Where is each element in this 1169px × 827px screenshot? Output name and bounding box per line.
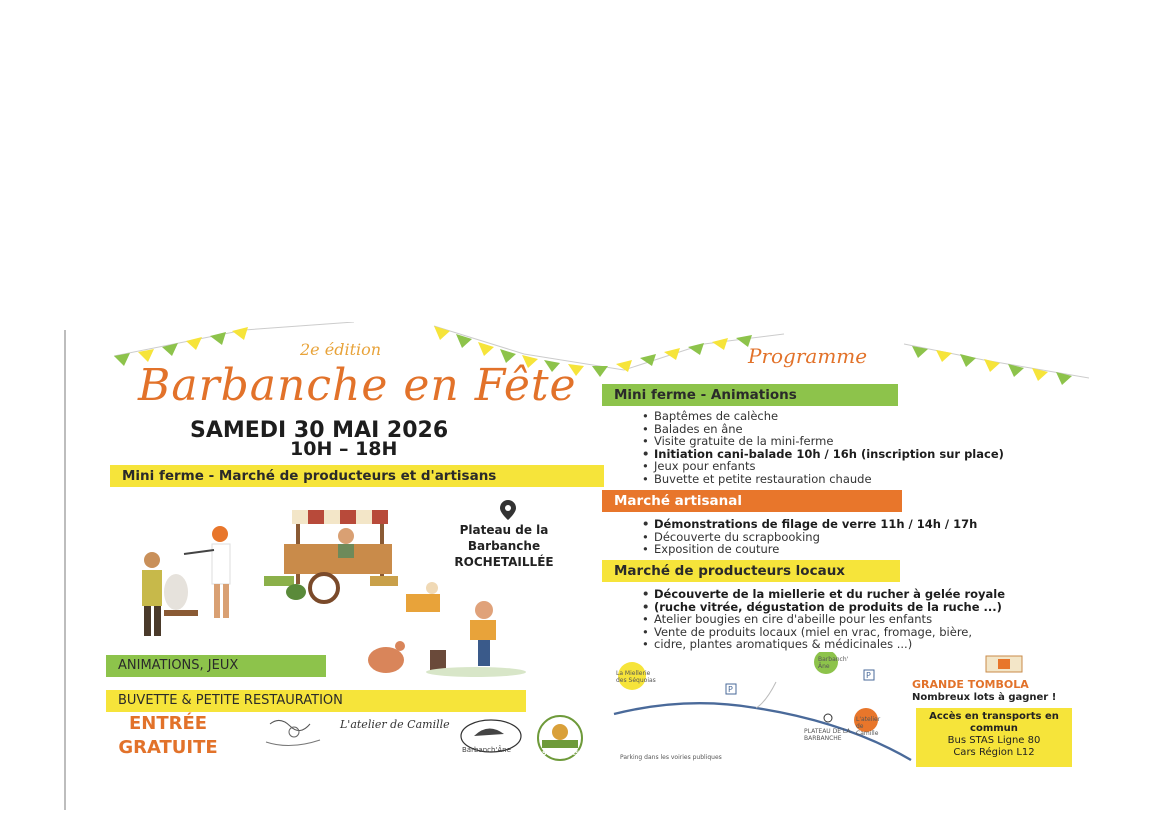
- svg-text:P: P: [728, 685, 733, 694]
- event-location: [434, 522, 574, 570]
- event-date: SAMEDI 30 MAI 2026: [190, 418, 449, 443]
- location-line: Plateau de la: [459, 523, 549, 537]
- list-item: • Découverte de la miellerie et du rucher à gelée royale: [640, 588, 1005, 601]
- event-title: Barbanche en Fête: [138, 360, 577, 411]
- farm-illustration: [366, 580, 536, 680]
- list-item: • Découverte du scrapbooking: [640, 531, 977, 544]
- map-label-camille: L'atelier de Camille: [856, 716, 881, 737]
- list-item: • cidre, plantes aromatiques & médicinales ...): [640, 638, 1005, 651]
- list-item: • Balades en âne: [640, 423, 1004, 436]
- location-pin-icon: [500, 500, 516, 520]
- svg-text:P: P: [866, 671, 871, 680]
- section-heading-mini-ferme: Mini ferme - Animations: [602, 384, 898, 406]
- sponsor-logo-barbanch-text: Barbanch'Âne: [462, 746, 511, 754]
- location-line: ROCHETAILLÉE: [454, 555, 554, 569]
- event-flyer: [104, 322, 1089, 772]
- location-line: Barbanche: [467, 539, 541, 553]
- list-item: • Buvette et petite restauration chaude: [640, 473, 1004, 486]
- sponsor-logo-sequoias-text: SÉQUOIAS: [542, 749, 580, 757]
- programme-title: Programme: [748, 344, 868, 368]
- list-item: • (ruche vitrée, dégustation de produits de la ruche ...): [640, 601, 1005, 614]
- transport-box: [916, 708, 1072, 767]
- list-item: • Visite gratuite de la mini-ferme: [640, 435, 1004, 448]
- sponsor-logo-barbanch: [458, 718, 524, 764]
- section-heading-producteurs: Marché de producteurs locaux: [602, 560, 900, 582]
- map-label-miellerie: La Miellerie des Séquoias: [616, 670, 656, 684]
- list-item: • Exposition de couture: [640, 543, 977, 556]
- list-item: • Baptêmes de calèche: [640, 410, 1004, 423]
- marche-artisanal-list: [640, 518, 977, 556]
- list-item: • Atelier bougies en cire d'abeille pour les enfants: [640, 613, 1005, 626]
- transport-line: Bus STAS Ligne 80: [947, 735, 1041, 746]
- scan-edge-line: [64, 330, 66, 810]
- animations-band: ANIMATIONS, JEUX: [106, 655, 326, 677]
- transport-line: Cars Région L12: [953, 747, 1035, 758]
- list-item: • Initiation cani-balade 10h / 16h (inscription sur place): [640, 448, 1004, 461]
- edition-label: 2e édition: [300, 340, 382, 359]
- transport-title: Accès en transports en commun: [929, 711, 1059, 734]
- entree-line: ENTRÉE: [128, 713, 208, 734]
- main-banner: Mini ferme - Marché de producteurs et d'artisans: [110, 465, 604, 487]
- buvette-band: BUVETTE & PETITE RESTAURATION: [106, 690, 526, 712]
- list-item: • Vente de produits locaux (miel en vrac, fromage, bière,: [640, 626, 1005, 639]
- section-heading-marche-artisanal: Marché artisanal: [602, 490, 902, 512]
- map-parking-note: Parking dans les voiries publiques: [620, 754, 722, 761]
- map-label-plateau: PLATEAU DE LA BARBANCHE: [804, 728, 851, 742]
- access-map: [606, 652, 916, 764]
- producteurs-list: [640, 588, 1005, 651]
- event-hours: 10H – 18H: [290, 438, 398, 460]
- entree-line: GRATUITE: [118, 737, 218, 758]
- sponsor-logo-camille: L'atelier de Camille: [340, 718, 450, 731]
- mini-ferme-list: [640, 410, 1004, 485]
- free-entry: [118, 712, 218, 760]
- tombola-title: GRANDE TOMBOLA: [912, 678, 1029, 691]
- list-item: • Démonstrations de filage de verre 11h / 14h / 17h: [640, 518, 977, 531]
- tombola-subtitle: Nombreux lots à gagner !: [912, 692, 1057, 703]
- sponsor-logo-1: [260, 714, 326, 758]
- map-label-barbanch: Barbanch' Âne: [818, 656, 849, 670]
- list-item: • Jeux pour enfants: [640, 460, 1004, 473]
- ticket-icon: [984, 652, 1024, 676]
